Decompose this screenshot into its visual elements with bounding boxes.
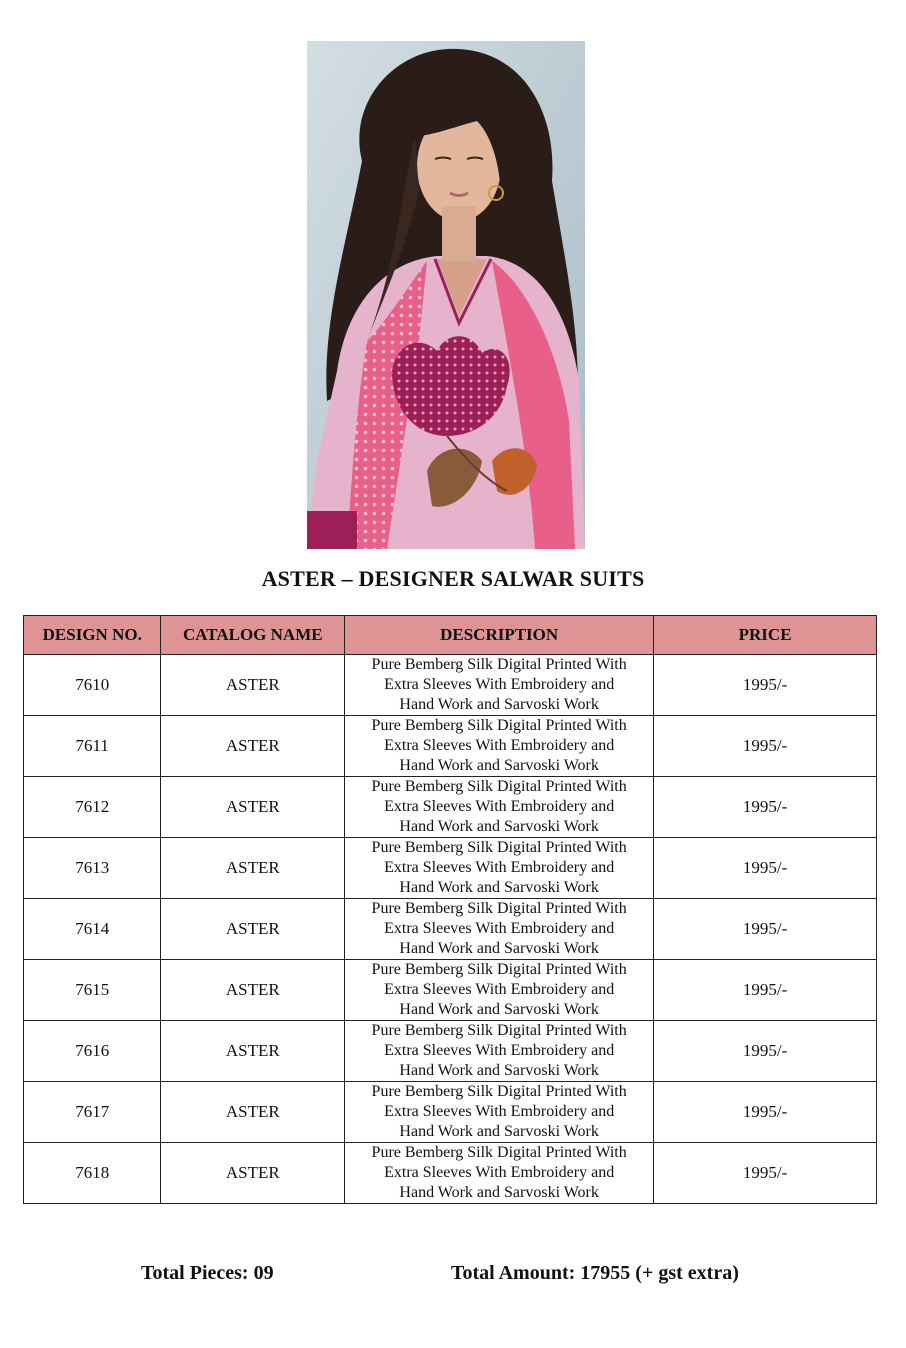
catalog-name-cell: ASTER xyxy=(161,1021,345,1082)
description-line: Extra Sleeves With Embroidery and xyxy=(384,981,615,998)
price-cell: 1995/- xyxy=(654,716,877,777)
design-no-cell: 7612 xyxy=(24,777,161,838)
header-design-no: DESIGN NO. xyxy=(24,616,161,655)
description-line: Pure Bemberg Silk Digital Printed With xyxy=(371,1083,627,1100)
design-no-cell: 7614 xyxy=(24,899,161,960)
table-row xyxy=(24,1082,877,1143)
description-line: Hand Work and Sarvoski Work xyxy=(399,940,599,957)
description-line: Pure Bemberg Silk Digital Printed With xyxy=(371,1022,627,1039)
description-cell xyxy=(345,960,654,1021)
price-cell: 1995/- xyxy=(654,899,877,960)
design-no-cell: 7613 xyxy=(24,838,161,899)
design-no-cell: 7618 xyxy=(24,1143,161,1204)
design-no-cell: 7611 xyxy=(24,716,161,777)
price-cell: 1995/- xyxy=(654,655,877,716)
catalog-table xyxy=(23,615,877,1204)
catalog-name-cell: ASTER xyxy=(161,899,345,960)
table-header-row xyxy=(24,616,877,655)
design-no-cell: 7616 xyxy=(24,1021,161,1082)
description-line: Extra Sleeves With Embroidery and xyxy=(384,798,615,815)
catalog-name-cell: ASTER xyxy=(161,1082,345,1143)
total-amount: Total Amount: 17955 (+ gst extra) xyxy=(451,1262,739,1284)
header-description: DESCRIPTION xyxy=(345,616,654,655)
description-line: Hand Work and Sarvoski Work xyxy=(399,1001,599,1018)
description-line: Pure Bemberg Silk Digital Printed With xyxy=(371,900,627,917)
table-row xyxy=(24,655,877,716)
table-row xyxy=(24,777,877,838)
description-line: Hand Work and Sarvoski Work xyxy=(399,757,599,774)
table-row xyxy=(24,716,877,777)
description-line: Pure Bemberg Silk Digital Printed With xyxy=(371,839,627,856)
design-no-cell: 7615 xyxy=(24,960,161,1021)
description-line: Extra Sleeves With Embroidery and xyxy=(384,1042,615,1059)
description-cell xyxy=(345,716,654,777)
description-line: Pure Bemberg Silk Digital Printed With xyxy=(371,717,627,734)
price-cell: 1995/- xyxy=(654,960,877,1021)
description-line: Hand Work and Sarvoski Work xyxy=(399,818,599,835)
model-illustration xyxy=(307,41,585,549)
description-cell xyxy=(345,838,654,899)
table-row xyxy=(24,1143,877,1204)
description-line: Hand Work and Sarvoski Work xyxy=(399,696,599,713)
description-line: Hand Work and Sarvoski Work xyxy=(399,1062,599,1079)
catalog-name-cell: ASTER xyxy=(161,716,345,777)
description-line: Extra Sleeves With Embroidery and xyxy=(384,859,615,876)
table-row xyxy=(24,1021,877,1082)
catalog-name-cell: ASTER xyxy=(161,838,345,899)
price-cell: 1995/- xyxy=(654,777,877,838)
header-price: PRICE xyxy=(654,616,877,655)
description-line: Pure Bemberg Silk Digital Printed With xyxy=(371,1144,627,1161)
description-line: Pure Bemberg Silk Digital Printed With xyxy=(371,778,627,795)
description-cell xyxy=(345,1021,654,1082)
catalog-name-cell: ASTER xyxy=(161,1143,345,1204)
page-title: ASTER – DESIGNER SALWAR SUITS xyxy=(261,566,645,591)
description-line: Hand Work and Sarvoski Work xyxy=(399,879,599,896)
price-cell: 1995/- xyxy=(654,838,877,899)
table-row xyxy=(24,960,877,1021)
table-row xyxy=(24,838,877,899)
description-line: Pure Bemberg Silk Digital Printed With xyxy=(371,656,627,673)
description-line: Hand Work and Sarvoski Work xyxy=(399,1123,599,1140)
catalog-name-cell: ASTER xyxy=(161,777,345,838)
price-cell: 1995/- xyxy=(654,1143,877,1204)
description-line: Extra Sleeves With Embroidery and xyxy=(384,920,615,937)
description-line: Extra Sleeves With Embroidery and xyxy=(384,1103,615,1120)
description-cell xyxy=(345,777,654,838)
catalog-name-cell: ASTER xyxy=(161,960,345,1021)
description-cell xyxy=(345,1143,654,1204)
product-photo xyxy=(307,41,585,549)
description-cell xyxy=(345,655,654,716)
design-no-cell: 7617 xyxy=(24,1082,161,1143)
description-line: Pure Bemberg Silk Digital Printed With xyxy=(371,961,627,978)
price-cell: 1995/- xyxy=(654,1021,877,1082)
description-line: Extra Sleeves With Embroidery and xyxy=(384,1164,615,1181)
description-cell xyxy=(345,1082,654,1143)
total-pieces: Total Pieces: 09 xyxy=(141,1262,274,1284)
description-line: Extra Sleeves With Embroidery and xyxy=(384,737,615,754)
header-catalog-name: CATALOG NAME xyxy=(161,616,345,655)
description-line: Hand Work and Sarvoski Work xyxy=(399,1184,599,1201)
description-line: Extra Sleeves With Embroidery and xyxy=(384,676,615,693)
table-row xyxy=(24,899,877,960)
catalog-name-cell: ASTER xyxy=(161,655,345,716)
price-cell: 1995/- xyxy=(654,1082,877,1143)
description-cell xyxy=(345,899,654,960)
design-no-cell: 7610 xyxy=(24,655,161,716)
